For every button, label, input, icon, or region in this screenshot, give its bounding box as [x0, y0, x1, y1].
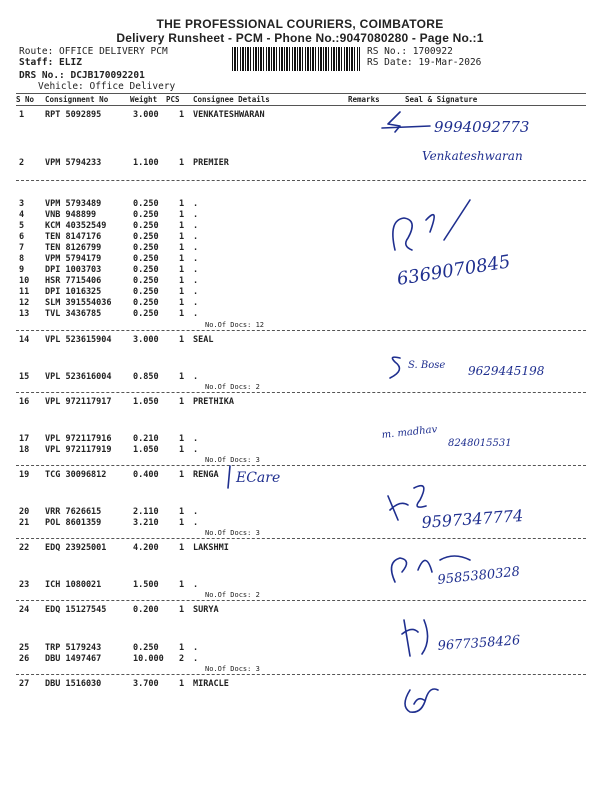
- cell-pcs: 1: [179, 199, 185, 209]
- cell-pcs: 1: [179, 445, 185, 455]
- cell-weight: 3.000: [133, 335, 159, 345]
- cell-weight: 0.250: [133, 254, 159, 264]
- docs-count: No.Of Docs: 12: [205, 321, 265, 329]
- cell-consignee: .: [193, 232, 199, 242]
- cell-sno: 19: [19, 470, 30, 480]
- cell-pcs: 1: [179, 580, 185, 590]
- cell-pcs: 1: [179, 507, 185, 517]
- cell-sno: 6: [19, 232, 25, 242]
- cell-sno: 24: [19, 605, 30, 615]
- col-consignee: Consignee Details: [193, 95, 270, 104]
- docs-count: No.Of Docs: 3: [205, 456, 260, 464]
- cell-consignee: SURYA: [193, 605, 219, 615]
- cell-consignment: VPL 523615904: [45, 335, 112, 345]
- col-remarks: Remarks: [348, 95, 380, 104]
- signature-stroke-1: [388, 112, 400, 132]
- cell-consignee: RENGA: [193, 470, 219, 480]
- cell-weight: 1.500: [133, 580, 159, 590]
- docs-count: No.Of Docs: 3: [205, 665, 260, 673]
- cell-weight: 0.210: [133, 434, 159, 444]
- cell-consignee: .: [193, 287, 199, 297]
- cell-weight: 0.400: [133, 470, 159, 480]
- cell-consignment: VPL 523616004: [45, 372, 112, 382]
- cell-consignment: TCG 30096812: [45, 470, 107, 480]
- cell-pcs: 1: [179, 335, 185, 345]
- cell-consignment: DPI 1003703: [45, 265, 102, 275]
- cell-consignee: .: [193, 309, 199, 319]
- cell-sno: 16: [19, 397, 30, 407]
- cell-sno: 14: [19, 335, 30, 345]
- cell-weight: 1.050: [133, 397, 159, 407]
- cell-consignee: .: [193, 654, 199, 664]
- cell-sno: 27: [19, 679, 30, 689]
- col-seal-signature: Seal & Signature: [405, 95, 478, 104]
- ecare-stroke: [228, 466, 230, 488]
- cell-consignment: DPI 1016325: [45, 287, 102, 297]
- cell-consignment: VRR 7626615: [45, 507, 102, 517]
- cell-consignee: LAKSHMI: [193, 543, 229, 553]
- cell-pcs: 1: [179, 518, 185, 528]
- cell-sno: 23: [19, 580, 30, 590]
- cell-consignee: .: [193, 445, 199, 455]
- sig7-phone-text: 9677358426: [437, 633, 521, 654]
- col-sno: S No: [16, 95, 35, 104]
- cell-consignment: VNB 948899: [45, 210, 97, 220]
- cell-sno: 5: [19, 221, 25, 231]
- cell-consignee: .: [193, 298, 199, 308]
- cell-consignee: MIRACLE: [193, 679, 229, 689]
- ecare-handwritten-note: [222, 462, 312, 492]
- sig1-name-text: Venkateshwaran: [422, 149, 523, 163]
- cell-weight: 0.250: [133, 232, 159, 242]
- company-title: THE PROFESSIONAL COURIERS, COIMBATORE: [156, 17, 444, 31]
- runsheet-subtitle: Delivery Runsheet - PCM - Phone No.:9047080280 - Page No.:1: [116, 31, 484, 45]
- rs-date: RS Date: 19-Mar-2026: [367, 57, 482, 68]
- cell-consignment: RPT 5092895: [45, 110, 102, 120]
- cell-weight: 1.050: [133, 445, 159, 455]
- cell-consignee: .: [193, 210, 199, 220]
- cell-consignee: .: [193, 518, 199, 528]
- cell-sno: 22: [19, 543, 30, 553]
- sig3-name-text: S. Bose: [408, 360, 446, 371]
- cell-consignee: SEAL: [193, 335, 214, 345]
- col-consignment: Consignment No: [45, 95, 109, 104]
- cell-sno: 9: [19, 265, 25, 275]
- cell-weight: 3.210: [133, 518, 159, 528]
- cell-weight: 1.100: [133, 158, 159, 168]
- cell-consignment: TEN 8147176: [45, 232, 102, 242]
- cell-pcs: 1: [179, 210, 185, 220]
- cell-pcs: 1: [179, 397, 185, 407]
- col-pcs: PCS: [166, 95, 180, 104]
- cell-pcs: 1: [179, 372, 185, 382]
- cell-pcs: 1: [179, 543, 185, 553]
- cell-sno: 11: [19, 287, 30, 297]
- cell-sno: 26: [19, 654, 30, 664]
- cell-pcs: 1: [179, 158, 185, 168]
- cell-sno: 3: [19, 199, 25, 209]
- sig2-phone-text: 6369070845: [395, 251, 512, 290]
- cell-sno: 1: [19, 110, 25, 120]
- sig1-phone-text: 9994092773: [434, 118, 530, 136]
- cell-consignee: .: [193, 643, 199, 653]
- cell-consignment: VPL 972117919: [45, 445, 112, 455]
- cell-consignee: .: [193, 507, 199, 517]
- cell-pcs: 1: [179, 265, 185, 275]
- cell-weight: 0.250: [133, 265, 159, 275]
- header-rule-top: [16, 93, 586, 94]
- cell-consignment: HSR 7715406: [45, 276, 102, 286]
- cell-pcs: 1: [179, 276, 185, 286]
- cell-pcs: 1: [179, 605, 185, 615]
- cell-weight: 0.250: [133, 243, 159, 253]
- cell-consignment: DBU 1516030: [45, 679, 102, 689]
- ecare-text: ECare: [236, 470, 281, 486]
- cell-consignment: VPM 5794179: [45, 254, 102, 264]
- cell-consignee: .: [193, 254, 199, 264]
- cell-consignment: VPL 972117916: [45, 434, 112, 444]
- cell-consignee: VENKATESHWARAN: [193, 110, 265, 120]
- sig6-phone-text: 9585380328: [436, 564, 521, 588]
- cell-consignee: PRETHIKA: [193, 397, 234, 407]
- cell-sno: 10: [19, 276, 30, 286]
- sig4-phone-text: 8248015531: [448, 438, 512, 449]
- cell-consignment: DBU 1497467: [45, 654, 102, 664]
- cell-consignment: EDQ 23925001: [45, 543, 107, 553]
- cell-consignee: .: [193, 265, 199, 275]
- cell-consignee: .: [193, 276, 199, 286]
- cell-pcs: 1: [179, 110, 185, 120]
- cell-weight: 0.200: [133, 605, 159, 615]
- cell-pcs: 1: [179, 243, 185, 253]
- cell-consignee: .: [193, 199, 199, 209]
- cell-weight: 0.850: [133, 372, 159, 382]
- cell-weight: 0.250: [133, 276, 159, 286]
- docs-count: No.Of Docs: 2: [205, 383, 260, 391]
- cell-consignment: POL 8601359: [45, 518, 102, 528]
- cell-weight: 3.700: [133, 679, 159, 689]
- cell-sno: 2: [19, 158, 25, 168]
- cell-pcs: 1: [179, 309, 185, 319]
- cell-sno: 15: [19, 372, 30, 382]
- cell-sno: 8: [19, 254, 25, 264]
- sig5-phone-text: 9597347774: [420, 505, 524, 532]
- signature-stroke-3: [390, 357, 400, 378]
- cell-sno: 18: [19, 445, 30, 455]
- signature-stroke-2: [393, 200, 470, 250]
- signature-stroke-1-underline: [382, 126, 430, 128]
- cell-weight: 4.200: [133, 543, 159, 553]
- cell-consignment: KCM 40352549: [45, 221, 107, 231]
- cell-consignment: TVL 3436785: [45, 309, 102, 319]
- signature-stroke-7: [402, 620, 428, 656]
- sig4-name-text: m. madhav: [381, 424, 438, 441]
- cell-consignee: PREMIER: [193, 158, 229, 168]
- docs-count: No.Of Docs: 2: [205, 591, 260, 599]
- cell-consignment: VPM 5793489: [45, 199, 102, 209]
- cell-sno: 4: [19, 210, 25, 220]
- cell-weight: 10.000: [133, 654, 164, 664]
- col-weight: Weight: [130, 95, 158, 104]
- cell-weight: 0.250: [133, 210, 159, 220]
- cell-pcs: 1: [179, 434, 185, 444]
- cell-consignee: .: [193, 372, 199, 382]
- cell-sno: 25: [19, 643, 30, 653]
- cell-sno: 21: [19, 518, 30, 528]
- cell-consignee: .: [193, 580, 199, 590]
- cell-weight: 0.250: [133, 221, 159, 231]
- drs-number: DRS No.: DCJB170092201: [19, 70, 145, 81]
- route-label: Route: OFFICE DELIVERY PCM: [19, 46, 168, 57]
- cell-sno: 17: [19, 434, 30, 444]
- cell-consignment: ICH 1080021: [45, 580, 102, 590]
- cell-pcs: 1: [179, 679, 185, 689]
- cell-pcs: 1: [179, 254, 185, 264]
- cell-sno: 13: [19, 309, 30, 319]
- docs-count: No.Of Docs: 3: [205, 529, 260, 537]
- signature-stroke-8: [405, 689, 438, 712]
- cell-consignment: SLM 391554036: [45, 298, 112, 308]
- cell-sno: 7: [19, 243, 25, 253]
- handwritten-signatures: [360, 100, 590, 800]
- cell-weight: 3.000: [133, 110, 159, 120]
- rs-number: RS No.: 1700922: [367, 46, 453, 57]
- cell-sno: 12: [19, 298, 30, 308]
- sig3-phone-text: 9629445198: [468, 364, 545, 378]
- cell-consignment: EDQ 15127545: [45, 605, 107, 615]
- cell-weight: 0.250: [133, 643, 159, 653]
- cell-weight: 0.250: [133, 309, 159, 319]
- cell-pcs: 1: [179, 470, 185, 480]
- cell-pcs: 1: [179, 643, 185, 653]
- cell-sno: 20: [19, 507, 30, 517]
- cell-consignee: .: [193, 243, 199, 253]
- cell-pcs: 1: [179, 287, 185, 297]
- cell-weight: 0.250: [133, 199, 159, 209]
- cell-weight: 0.250: [133, 298, 159, 308]
- cell-pcs: 1: [179, 221, 185, 231]
- cell-pcs: 2: [179, 654, 185, 664]
- cell-consignment: VPL 972117917: [45, 397, 112, 407]
- cell-consignee: .: [193, 434, 199, 444]
- cell-weight: 2.110: [133, 507, 159, 517]
- cell-pcs: 1: [179, 298, 185, 308]
- barcode-graphic: [232, 47, 360, 71]
- vehicle-label: Vehicle: Office Delivery: [38, 81, 176, 92]
- cell-pcs: 1: [179, 232, 185, 242]
- staff-label: Staff: ELIZ: [19, 57, 82, 68]
- cell-consignment: VPM 5794233: [45, 158, 102, 168]
- cell-consignment: TRP 5179243: [45, 643, 102, 653]
- cell-weight: 0.250: [133, 287, 159, 297]
- cell-consignee: .: [193, 221, 199, 231]
- cell-consignment: TEN 8126799: [45, 243, 102, 253]
